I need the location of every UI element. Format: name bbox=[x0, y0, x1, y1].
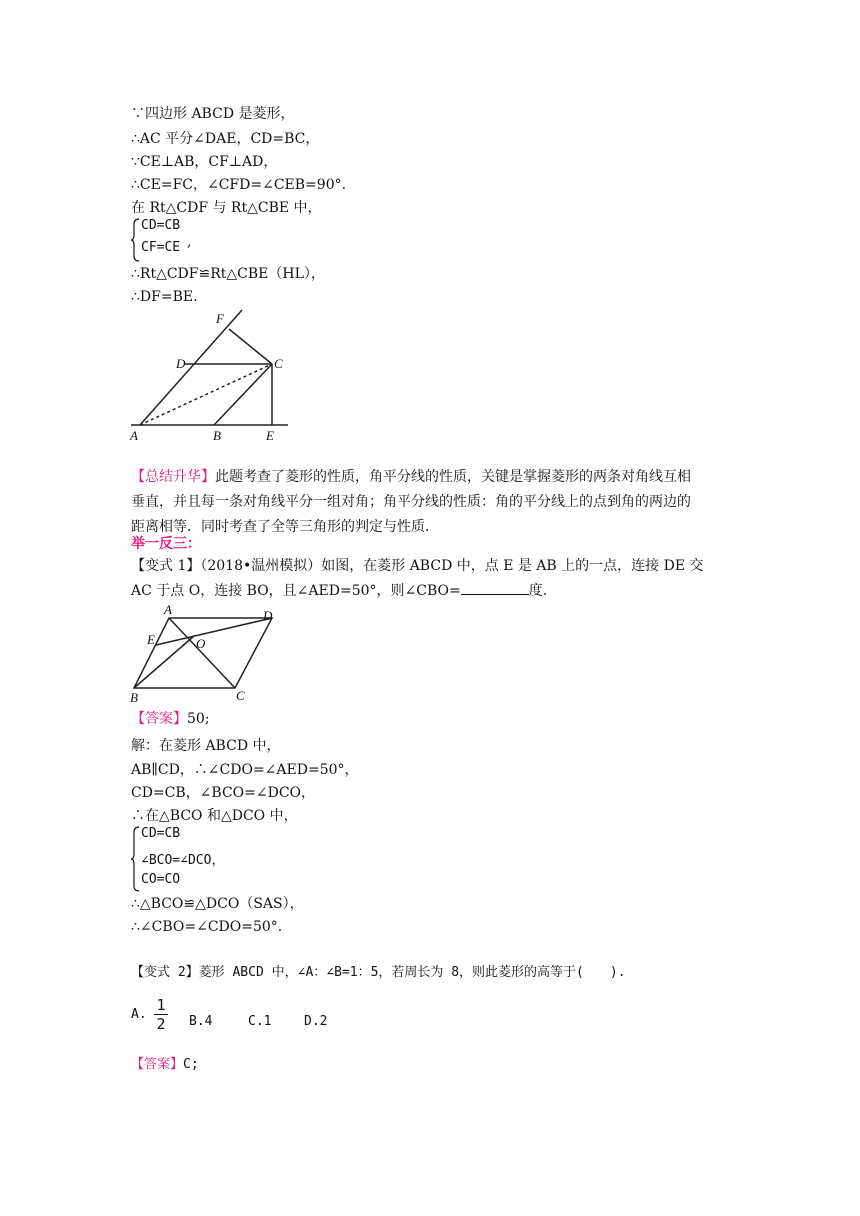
juyi-heading: 举一反三： bbox=[131, 536, 201, 552]
answer-line bbox=[131, 1054, 199, 1076]
variation-1-tag: 【变式 1】 bbox=[131, 558, 201, 574]
system-row: CD=CB bbox=[141, 218, 181, 233]
option-d: D.2 bbox=[304, 1014, 328, 1029]
variation-2-tag: 【变式 2】 bbox=[131, 965, 199, 980]
fig2-label-C: C bbox=[236, 688, 245, 703]
fig1-label-B: B bbox=[213, 428, 221, 443]
variation-2 bbox=[131, 962, 626, 984]
fraction-denominator: 2 bbox=[156, 1015, 166, 1033]
summary-tag: 【总结升华】 bbox=[131, 469, 215, 485]
fraction-numerator: 1 bbox=[156, 996, 166, 1014]
summary-text: 距离相等．同时考查了全等三角形的判定与性质． bbox=[131, 519, 439, 535]
system-row: ∠BCO=∠DCO， bbox=[141, 853, 225, 868]
solution-line: CD=CB，∠BCO=∠DCO， bbox=[131, 785, 316, 801]
fig2-label-O: O bbox=[196, 636, 206, 651]
solution-line: AB∥CD，∴∠CDO=∠AED=50°， bbox=[131, 762, 359, 778]
answer-value: C; bbox=[183, 1057, 199, 1072]
fig1-label-E: E bbox=[266, 428, 274, 443]
system-row: CF=CE bbox=[141, 240, 181, 255]
answer-blank bbox=[461, 580, 529, 595]
fig2-label-A: A bbox=[164, 602, 172, 617]
fig1-label-D: D bbox=[176, 356, 186, 371]
variation-1 bbox=[131, 554, 731, 604]
variation-1-text: AC 于点 O，连接 BO，且∠AED=50°，则∠CBO= bbox=[131, 583, 461, 599]
proof-line: ∴AC 平分∠DAE，CD=BC， bbox=[131, 131, 320, 147]
solution-line: 解：在菱形 ABCD 中， bbox=[131, 738, 281, 754]
option-a bbox=[131, 996, 168, 1033]
brace-symbol bbox=[131, 826, 141, 892]
proof-line: 在 Rt△CDF 与 Rt△CBE 中， bbox=[131, 200, 322, 216]
answer-tag: 【答案】 bbox=[131, 711, 187, 727]
system-row: CD=CB bbox=[141, 826, 181, 841]
proof-line: ∴Rt△CDF≌Rt△CBE（HL）， bbox=[131, 266, 325, 282]
answer-value: 50; bbox=[187, 711, 210, 727]
solution-line: ∴∠CBO=∠CDO=50°. bbox=[131, 919, 283, 935]
proof-line: ∴CE=FC，∠CFD=∠CEB=90°. bbox=[131, 177, 347, 193]
answer-line bbox=[131, 708, 210, 730]
variation-1-text: 度. bbox=[528, 583, 548, 599]
fig2-label-E: E bbox=[147, 632, 155, 647]
summary-text: 此题考查了菱形的性质，角平分线的性质，关键是掌握菱形的两条对角线互相 bbox=[215, 469, 691, 485]
option-b: B.4 bbox=[189, 1014, 213, 1029]
system-row: CO=CO bbox=[141, 872, 181, 887]
summary-text: 垂直，并且每一条对角线平分一组对角；角平分线的性质：角的平分线上的点到角的两边的 bbox=[131, 494, 691, 510]
fig1-label-A: A bbox=[130, 428, 138, 443]
solution-line: ∴在△BCO 和△DCO 中， bbox=[131, 808, 298, 824]
fig1-label-F: F bbox=[216, 311, 224, 326]
brace-symbol bbox=[131, 218, 141, 262]
option-a-label: A. bbox=[131, 1007, 147, 1022]
fig2-label-D: D bbox=[263, 608, 273, 623]
equation-system bbox=[131, 218, 211, 262]
proof-line: ∴DF=BE. bbox=[131, 289, 198, 305]
answer-tag: 【答案】 bbox=[131, 1057, 184, 1072]
fig2-label-B: B bbox=[130, 690, 138, 705]
variation-2-text: 菱形 ABCD 中，∠A：∠B=1：5，若周长为 8，则此菱形的高等于( ). bbox=[198, 965, 626, 980]
fraction bbox=[154, 996, 167, 1033]
proof-line: ∵CE⊥AB，CF⊥AD， bbox=[131, 154, 278, 170]
summary-paragraph bbox=[131, 465, 731, 540]
equation-system bbox=[131, 826, 251, 892]
option-c: C.1 bbox=[248, 1014, 272, 1029]
variation-1-text: （2018•温州模拟）如图，在菱形 ABCD 中，点 E 是 AB 上的一点，连接 DE 交 bbox=[200, 558, 704, 574]
system-trailing-comma: , bbox=[187, 234, 192, 250]
solution-line: ∴△BCO≌△DCO（SAS）， bbox=[131, 896, 304, 912]
fig1-label-C: C bbox=[274, 356, 283, 371]
proof-line: ∵四边形 ABCD 是菱形， bbox=[131, 106, 295, 122]
